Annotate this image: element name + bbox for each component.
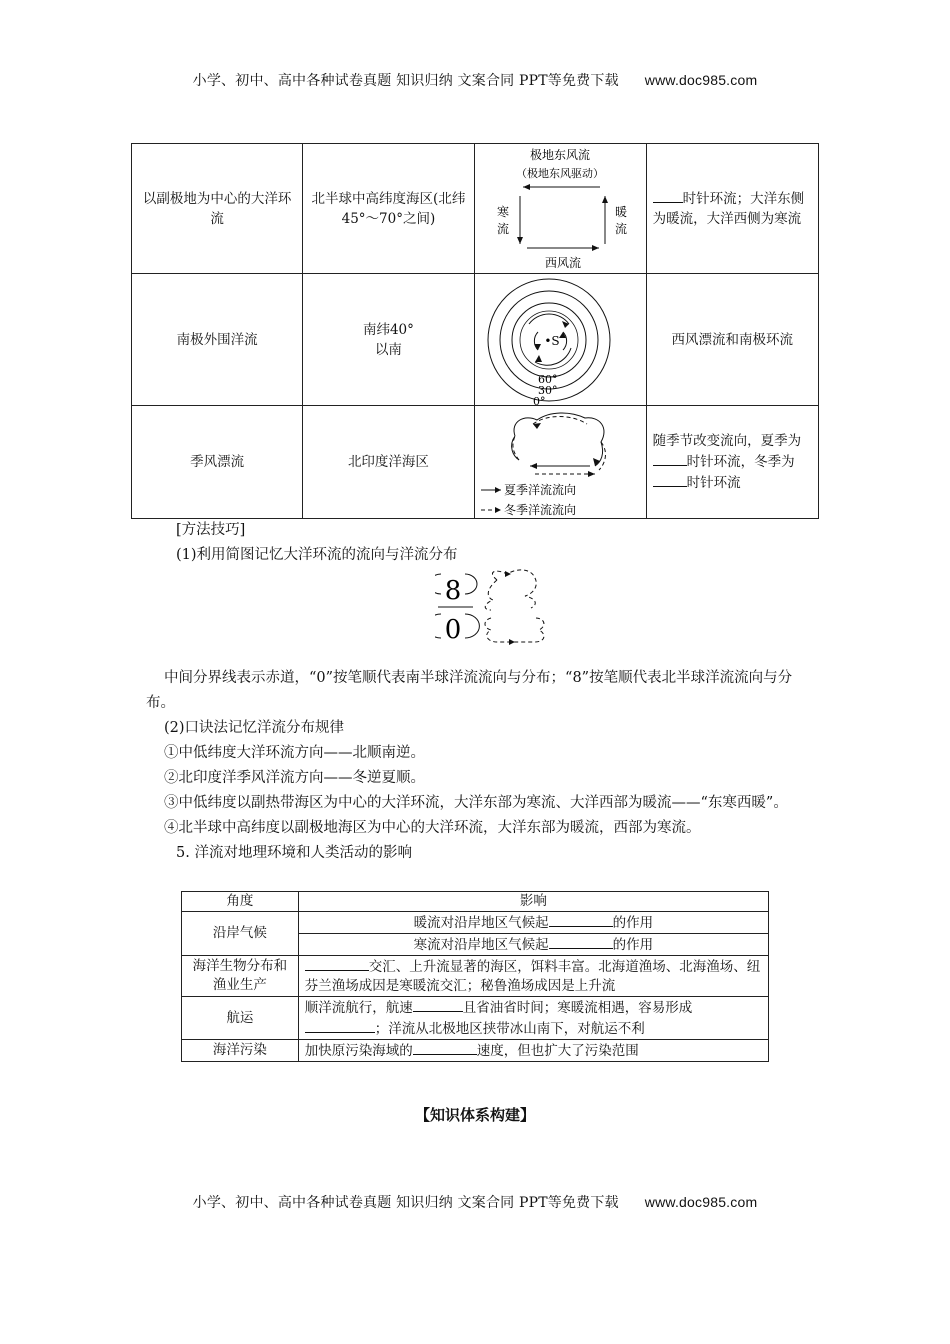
footer-text: 小学、初中、高中各种试卷真题 知识归纳 文案合同 PPT等免费下载 xyxy=(192,1195,619,1211)
row3-feature xyxy=(646,406,818,519)
fig-eight: 8 xyxy=(444,576,462,606)
method-p7: ④北半球中高纬度以副极地海区为中心的大洋环流，大洋东部为暖流，西部为寒流。 xyxy=(164,820,701,836)
monsoon-current-diagram xyxy=(474,406,646,519)
fishery-text xyxy=(298,956,768,997)
method-p1: (1)利用简图记忆大洋环流的流向与洋流分布 xyxy=(176,547,458,563)
row1-feature xyxy=(646,144,818,274)
answer-blank[interactable] xyxy=(653,472,687,487)
left-char-2: 流 xyxy=(496,222,509,236)
diagram-top-sub: （极地东风驱动） xyxy=(515,167,604,180)
method-p4: ①中低纬度大洋环流方向——北顺南逆。 xyxy=(164,745,425,761)
shipping-label: 航运 xyxy=(182,997,299,1040)
answer-blank[interactable] xyxy=(413,1040,477,1055)
answer-blank[interactable] xyxy=(653,188,683,203)
row3-feature-a: 随季节改变流向，夏季为 xyxy=(652,433,802,449)
answer-blank[interactable] xyxy=(413,997,463,1012)
col-header-influence: 影响 xyxy=(298,892,768,912)
legend-winter: 冬季洋流流向 xyxy=(503,503,576,517)
subpolar-gyre-diagram xyxy=(474,144,646,274)
header-text: 小学、初中、高中各种试卷真题 知识归纳 文案合同 PPT等免费下载 xyxy=(192,73,619,89)
diagram-bottom-label: 西风流 xyxy=(544,256,581,270)
diagram-right-label xyxy=(615,204,627,236)
fig-zero: 0 xyxy=(444,615,462,645)
ocean-influence-table xyxy=(181,891,769,1062)
pollution-text xyxy=(298,1040,768,1062)
method-p6: ③中低纬度以副热带海区为中心的大洋环流，大洋东部为寒流、大洋西部为暖流——“东寒西暖”。 xyxy=(164,795,788,811)
method-p3: (2)口诀法记忆洋流分布规律 xyxy=(164,720,345,736)
table-header-row xyxy=(182,892,769,912)
row1-region: 北半球中高纬度海区(北纬45°～70°之间) xyxy=(303,144,474,274)
diagram-left-label xyxy=(497,204,509,236)
method-title: [方法技巧] xyxy=(176,522,246,538)
table-row xyxy=(182,912,769,934)
row3-region: 北印度洋海区 xyxy=(303,406,474,519)
lat-60-label: 60° xyxy=(537,373,558,386)
col-header-angle: 角度 xyxy=(182,892,299,912)
row3-feature-c: 时针环流 xyxy=(686,475,741,491)
south-pole-label: •S xyxy=(543,334,560,348)
climate-warm-b: 的作用 xyxy=(612,915,654,931)
answer-blank[interactable] xyxy=(549,912,613,927)
page-header xyxy=(0,70,950,90)
left-char-1: 寒 xyxy=(496,205,509,219)
table-row xyxy=(182,1040,769,1062)
climate-label: 沿岸气候 xyxy=(182,912,299,956)
section-title: 【知识体系构建】 xyxy=(414,1106,535,1124)
row2-feature: 西风漂流和南极环流 xyxy=(646,274,818,406)
climate-cold xyxy=(298,934,768,956)
page-footer xyxy=(0,1192,950,1212)
method-body xyxy=(146,666,806,866)
table-row xyxy=(182,956,769,997)
answer-blank[interactable] xyxy=(305,956,369,971)
climate-cold-a: 寒流对沿岸地区气候起 xyxy=(413,937,549,953)
lat-0-label: 0° xyxy=(532,395,546,405)
antarctic-current-diagram xyxy=(474,274,646,406)
answer-blank[interactable] xyxy=(549,934,613,949)
pollution-text-a: 加快原污染海域的 xyxy=(304,1043,413,1059)
pollution-label: 海洋污染 xyxy=(182,1040,299,1062)
eight-zero-figure xyxy=(435,568,555,646)
climate-warm-a: 暖流对沿岸地区气候起 xyxy=(413,915,549,931)
table-row xyxy=(182,997,769,1040)
row2-region xyxy=(303,274,474,406)
answer-blank[interactable] xyxy=(653,451,687,466)
footer-site: www.doc985.com xyxy=(644,1194,758,1210)
row2-region-b: 以南 xyxy=(374,341,402,358)
method-p8: 5. 洋流对地理环境和人类活动的影响 xyxy=(176,845,412,861)
row2-region-a: 南纬40° xyxy=(362,321,414,338)
answer-blank[interactable] xyxy=(305,1018,375,1033)
method-section xyxy=(146,518,806,568)
legend-summer: 夏季洋流流向 xyxy=(503,483,576,497)
right-char-1: 暖 xyxy=(614,205,627,219)
fishery-label: 海洋生物分布和渔业生产 xyxy=(182,956,299,997)
table-row xyxy=(132,406,819,519)
table-row xyxy=(132,274,819,406)
shipping-text-b: 且省油省时间；寒暖流相遇，容易形成 xyxy=(462,1000,693,1016)
row3-feature-b: 时针环流，冬季为 xyxy=(686,454,795,470)
climate-warm xyxy=(298,912,768,934)
shipping-text-c: ；洋流从北极地区挟带冰山南下，对航运不利 xyxy=(374,1021,645,1037)
shipping-text xyxy=(298,997,768,1040)
pollution-text-b: 速度，但也扩大了污染范围 xyxy=(476,1043,639,1059)
diagram-top-label: 极地东风流 xyxy=(529,148,590,162)
shipping-text-a: 顺洋流航行，航速 xyxy=(304,1000,413,1016)
right-char-2: 流 xyxy=(614,222,627,236)
header-site: www.doc985.com xyxy=(644,72,758,88)
row2-type: 南极外围洋流 xyxy=(132,274,303,406)
climate-cold-b: 的作用 xyxy=(612,937,654,953)
row3-type: 季风漂流 xyxy=(132,406,303,519)
method-p5: ②北印度洋季风洋流方向——冬逆夏顺。 xyxy=(164,770,425,786)
table-row xyxy=(132,144,819,274)
fishery-text-a: 交汇、上升流显著的海区，饵料丰富。北海道渔场、北海渔场、纽芬兰渔场成因是寒暖流交汇；秘鲁渔场成因是上升流 xyxy=(304,959,761,994)
method-p2: 中间分界线表示赤道，“0”按笔顺代表南半球洋流流向与分布；“8”按笔顺代表北半球洋流流向与分布。 xyxy=(146,670,793,711)
row1-type: 以副极地为中心的大洋环流 xyxy=(132,144,303,274)
ocean-circulation-table xyxy=(131,143,819,519)
row1-feature-text: 时针环流；大洋东侧为暖流，大洋西侧为寒流 xyxy=(652,191,805,227)
lat-30-label: 30° xyxy=(537,384,558,397)
